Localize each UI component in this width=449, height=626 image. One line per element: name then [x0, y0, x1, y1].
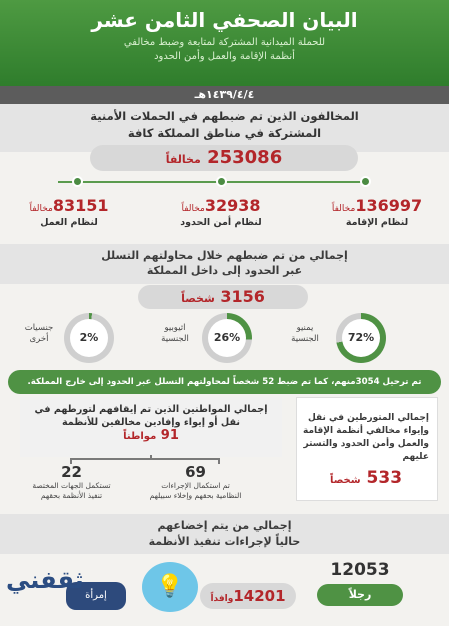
- stat-border-unit: مخالفاً: [181, 204, 205, 214]
- ring-other-label: [14, 323, 64, 345]
- citizens-tree-stem: [150, 455, 152, 460]
- subtitle-line1: للحملة الميدانية المشتركة لمتابعة وضبط مخالفي: [123, 37, 326, 48]
- timeline-dot-residency: [360, 176, 371, 187]
- procedures-line2: حالياً لإجراءات تنفيذ الأنظمة: [148, 535, 301, 548]
- involved-card: [296, 397, 438, 501]
- ring-ethiopian-label1: اثيوبيو: [164, 323, 186, 333]
- stat-labor: [4, 196, 134, 228]
- procedures-question: [0, 514, 449, 554]
- ring-other-pct: 2%: [70, 319, 108, 357]
- page-title: البيان الصحفي الثامن عشر: [91, 8, 358, 32]
- ring-other-label2: أخرى: [29, 334, 49, 344]
- citizens-line1: إجمالي المواطنين الذين تم إيقافهم لتورطهم في: [34, 404, 268, 415]
- ring-ethiopian-label2: الجنسية: [161, 334, 189, 344]
- lightbulb-icon: 💡: [142, 562, 198, 612]
- ring-other-label1: جنسيات: [24, 323, 54, 333]
- released-line2: النظامية بحقهم وإخلاء سبيلهم: [149, 491, 242, 500]
- citizens-referred: [24, 463, 119, 501]
- procedures-total-value: 14201: [233, 587, 286, 605]
- citizens-card: [20, 397, 282, 457]
- procedures-total: [200, 583, 296, 609]
- ring-yemeni-label1: يمنيو: [296, 323, 314, 333]
- referred-value: 22: [61, 463, 82, 481]
- stat-residency: [312, 196, 442, 228]
- infiltration-total-unit: شخصاً: [181, 292, 215, 305]
- stat-residency-value: 136997: [355, 196, 423, 215]
- ring-yemeni-label2: الجنسية: [291, 334, 319, 344]
- citizens-line2: نقل أو إيواء وإفادين مخالفين للأنظمة: [61, 417, 240, 428]
- involved-unit: شخصاً: [329, 475, 361, 486]
- released-line1: تم استكمال الإجراءات: [161, 481, 230, 490]
- timeline-dot-border: [216, 176, 227, 187]
- ring-yemeni: [336, 313, 386, 363]
- men-label: رجلاً: [317, 584, 403, 606]
- citizens-total: [20, 429, 282, 443]
- infiltration-question-line1: إجمالي من تم ضبطهم خلال محاولتهم التسلل: [101, 249, 348, 262]
- procedures-line1: إجمالي من يتم إخضاعهم: [157, 519, 292, 532]
- stat-labor-unit: مخالفاً: [29, 204, 53, 214]
- involved-total: [303, 468, 429, 488]
- infiltration-total: [138, 285, 308, 309]
- ring-other: [64, 313, 114, 363]
- violators-total-unit: مخالفاً: [165, 153, 201, 166]
- stat-residency-label: لنظام الإقامة: [345, 217, 409, 228]
- stat-labor-value: 83151: [52, 196, 109, 215]
- men-stat: [300, 560, 420, 606]
- involved-text: إجمالي المتورطين في نقل وإيواء مخالفي أنظمة الإقامة والعمل وأمن الحدود والتستر عليهم: [303, 413, 429, 462]
- violators-question-line1: المخالفون الذين تم ضبطهم في الحملات الأمنية: [90, 109, 359, 123]
- date-bar: ١٤٣٩/٤/٤هـ: [0, 86, 449, 104]
- infiltration-question-line2: عبر الحدود إلى داخل المملكة: [146, 264, 303, 277]
- citizens-unit: مواطناً: [123, 431, 157, 442]
- stat-border-value: 32938: [204, 196, 261, 215]
- stat-labor-label: لنظام العمل: [40, 217, 98, 228]
- men-value: 12053: [330, 560, 390, 580]
- stat-border-label: لنظام أمن الحدود: [180, 217, 262, 228]
- ring-yemeni-pct: 72%: [342, 319, 380, 357]
- subtitle-line2: أنظمة الإقامة والعمل وأمن الحدود: [154, 51, 295, 62]
- stat-border: [156, 196, 286, 228]
- ring-ethiopian: [202, 313, 252, 363]
- infiltration-total-value: 3156: [220, 287, 265, 306]
- ring-ethiopian-pct: 26%: [208, 319, 246, 357]
- violators-total: [90, 145, 358, 171]
- ring-yemeni-label: [280, 323, 330, 345]
- violators-question-line2: المشتركة في مناطق المملكة كافة: [127, 126, 322, 140]
- released-value: 69: [185, 463, 206, 481]
- ring-ethiopian-label: [150, 323, 200, 345]
- header: [0, 0, 449, 86]
- involved-value: 533: [366, 468, 403, 488]
- citizens-value: 91: [160, 428, 179, 443]
- infiltration-question: [0, 244, 449, 284]
- citizens-tree-line: [70, 458, 220, 460]
- referred-line1: تستكمل الجهات المختصة: [32, 481, 111, 490]
- women-label: إمرأة: [66, 582, 126, 610]
- deportation-banner: تم ترحيل 3054منهم، كما تم ضبط 52 شخصاً لمحاولتهم التسلل عبر الحدود إلى خارج المملكة.: [8, 370, 441, 394]
- procedures-total-unit: وافداً: [210, 594, 234, 604]
- timeline-dot-labor: [72, 176, 83, 187]
- stat-residency-unit: مخالفاً: [331, 204, 356, 214]
- timeline-line: [58, 181, 370, 183]
- watermark-logo: ثقفني: [6, 566, 84, 594]
- citizens-released: [148, 463, 243, 501]
- violators-total-value: 253086: [207, 147, 283, 168]
- referred-line2: تنفيذ الأنظمة بحقهم: [40, 491, 103, 500]
